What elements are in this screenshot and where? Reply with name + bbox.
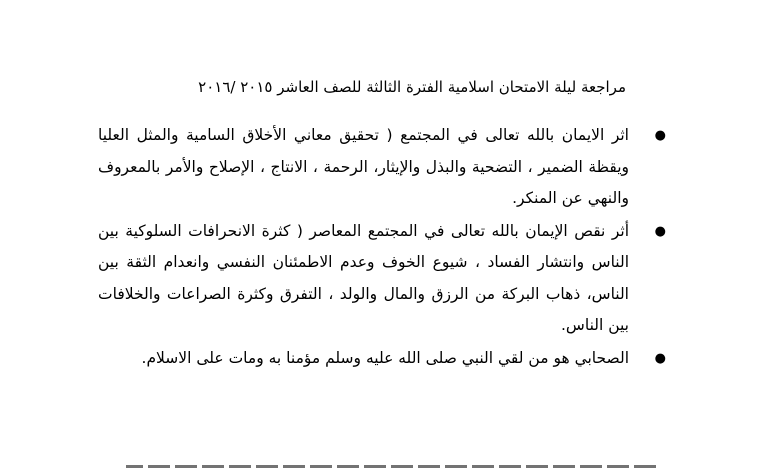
list-item-text: الصحابي هو من لقي النبي صلى الله عليه وسلم مؤمنا به ومات على الاسلام. [141,348,629,367]
list-item [98,120,666,215]
bullet-icon: ● [654,350,666,366]
list-item [98,343,666,375]
bullet-icon: ● [654,128,666,143]
bullet-list [98,120,666,375]
cropped-next-line [126,456,656,469]
bullet-icon: ● [654,223,666,239]
document-title: مراجعة ليلة الامتحان اسلامية الفترة الثالثة للصف العاشر ٢٠١٥ /٢٠١٦ [198,78,626,96]
list-item [98,216,666,342]
list-item-text: أثر نقص الإيمان بالله تعالى في المجتمع المعاصر ( كثرة الانحرافات السلوكية بين الناس وانتشار الفساد ، شيوع الخوف وعدم الاطمئنان النفسي وانعدام الثقة بين الناس، ذهاب البركة من الرزق والمال والولد ، التفرق وكثرة الصراعات والخلافات بين الناس. [98,221,629,334]
list-item-text: اثر الايمان بالله تعالى في المجتمع ( تحقيق معاني الأخلاق السامية والمثل العليا ويقظة الضمير ، التضحية والبذل والإيثار، الرحمة ، الانتاج ، الإصلاح والأمر بالمعروف والنهي عن المنكر. [98,126,629,207]
